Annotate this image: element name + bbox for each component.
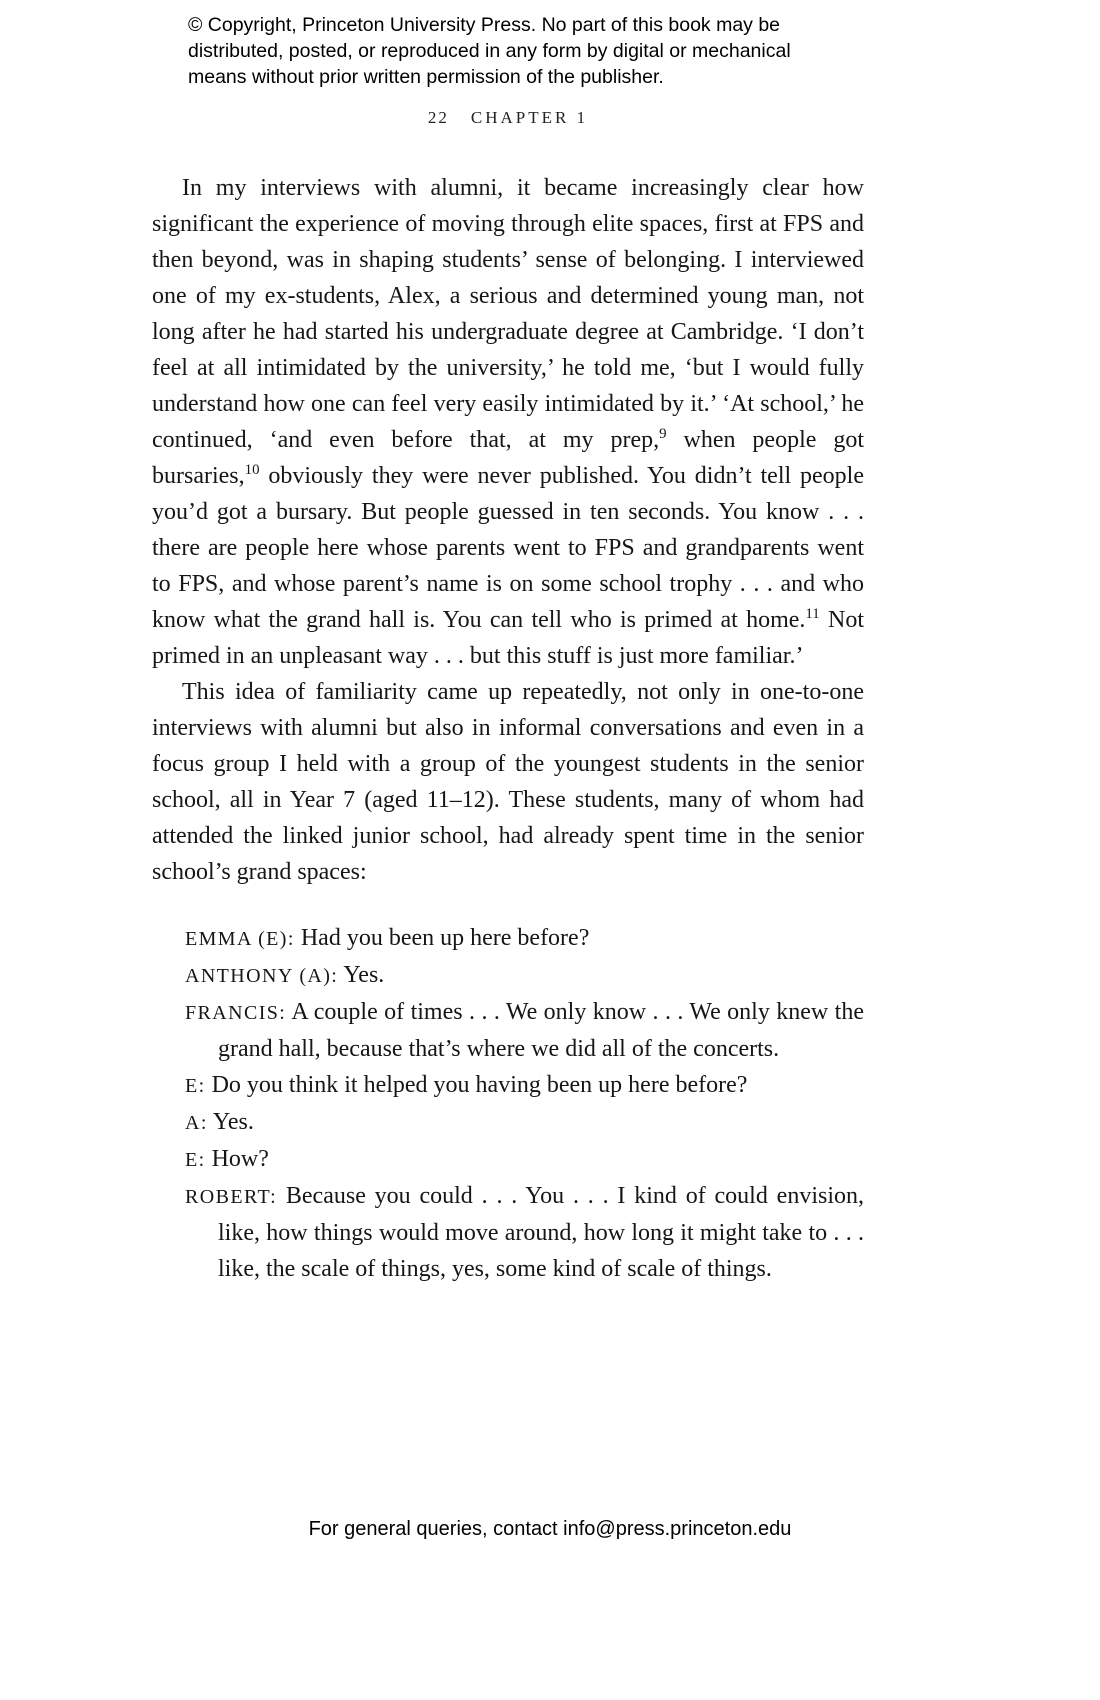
paragraph-text: obviously they were never published. You didn’t tell people you’d got a bursary. But people guessed in ten seconds. You know . . . there are people here whose parents went to FPS and grandparents went to FPS, and whose parent’s name is on some school trophy . . . and who know what the grand hall is. You can tell who is primed at home. (152, 463, 864, 633)
paragraph-text: when people got bursaries, (152, 427, 865, 489)
speaker-name: FRANCIS: (185, 1002, 287, 1024)
text-column (152, 100, 864, 1287)
dialogue-line: ROBERT: Because you could . . . You . . . I kind of could envision, like, how things would move around, how long it might take to . . . like, the scale of things, yes, some kind of scale of things. (185, 1183, 864, 1282)
footnote-reference: 9 (659, 426, 667, 442)
dialogue-line: E: Do you think it helped you having been up here before? (185, 1072, 748, 1098)
paragraph-text: In my interviews with alumni, it became increasingly clear how significant the experience of moving through elite spaces, first at FPS and then beyond, was in shaping students’ sense of belonging. I interviewed one of my ex-students, Alex, a serious and determined young man, not long after he had started his undergraduate degree at Cambridge. ‘I don’t feel at all intimidated by the university,’ he told me, ‘but I would fully understand how one can feel very easily intimidated by it.’ ‘At school,’ he continued, ‘and even before that, at my prep, (152, 175, 864, 453)
running-head (152, 100, 864, 136)
dialogue-line: A: Yes. (185, 1109, 254, 1135)
dialogue-line: EMMA (E): Had you been up here before? (185, 925, 590, 951)
speaker-name: EMMA (E): (185, 928, 295, 950)
speaker-name: A: (185, 1112, 208, 1134)
footnote-reference: 10 (244, 462, 260, 478)
dialogue-line: FRANCIS: A couple of times . . . We only know . . . We only knew the grand hall, because that’s where we did all of the concerts. (185, 999, 864, 1062)
chapter-label: CHAPTER 1 (470, 108, 589, 127)
page-number: 22 (427, 108, 449, 127)
speaker-name: E: (185, 1149, 206, 1171)
paragraph (152, 674, 864, 890)
footnote-reference: 11 (805, 606, 820, 622)
dialogue-block (152, 920, 864, 1287)
paragraph-text: Not primed in an unpleasant way . . . but this stuff is just more familiar.’ (152, 607, 865, 669)
dialogue-line: ANTHONY (A): Yes. (185, 962, 385, 988)
dialogue-line: E: How? (185, 1146, 269, 1172)
speaker-name: ANTHONY (A): (185, 965, 339, 987)
paragraph-text: This idea of familiarity came up repeatedly, not only in one-to-one interviews with alumni but also in informal conversations and even in a focus group I held with a group of the youngest students in the senior school, all in Year 7 (aged 11–12). These students, many of whom had attended the linked junior school, had already spent time in the senior school’s grand spaces: (152, 679, 864, 885)
body-paragraphs (152, 170, 864, 890)
speaker-name: E: (185, 1075, 206, 1097)
paragraph (152, 170, 864, 674)
speaker-name: ROBERT: (185, 1186, 278, 1208)
footer-queries: For general queries, contact info@press.princeton.edu (308, 1518, 792, 1540)
copyright-notice: © Copyright, Princeton University Press. No part of this book may be distributed, posted, or reproduced in any form by digital or mechanical means without prior written permission of the publisher. (188, 14, 791, 88)
